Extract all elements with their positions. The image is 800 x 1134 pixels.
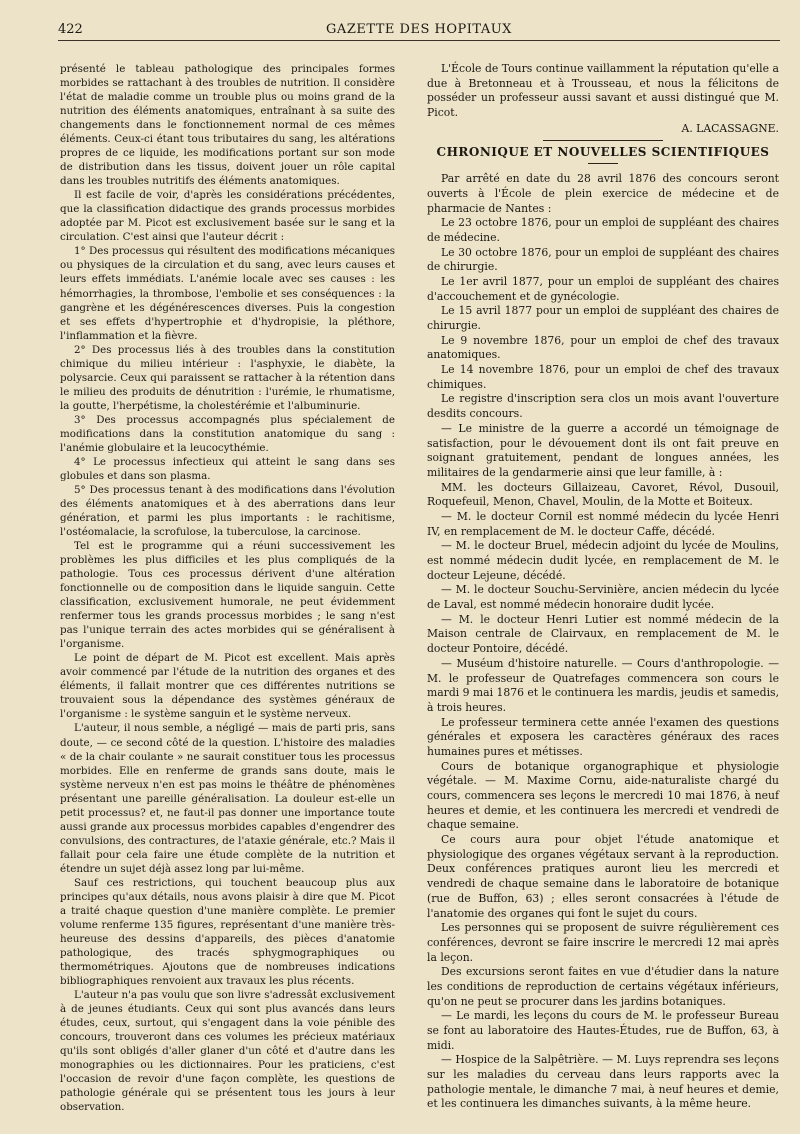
page-number: 422 — [58, 22, 83, 37]
paragraph: — Hospice de la Salpêtrière. — M. Luys reprendra ses leçons sur les maladies du cerveau dans leurs rapports avec la pathologie mentale, le dimanche 7 mai, à neuf heures et demie, et les continuera les dimanches suivants, à la même heure. — [427, 1053, 779, 1111]
paragraph: — M. le docteur Cornil est nommé médecin du lycée Henri IV, en remplacement de M. le docteur Caffe, décédé. — [427, 509, 779, 538]
paragraph: Le 15 avril 1877 pour un emploi de suppléant des chaires de chirurgie. — [427, 304, 779, 332]
paragraph: Le 14 novembre 1876, pour un emploi de chef des travaux chimiques. — [427, 363, 779, 391]
paragraph: 2° Des processus liés à des troubles dans la constitution chimique du milieu intérieur : l'asphyxie, le diabète, la polysarcie. Ceux qui paraissent se rattacher à la rétention dans le milieu des produits de dénutrition : l'urémie, le rhumatisme, la goutte, l'herpétisme, la cholestérémie et l'albuminurie. — [60, 343, 395, 412]
paragraph: Des excursions seront faites en vue d'étudier dans la nature les conditions de reproduction de certains végétaux inférieurs, qu'on ne peut se procurer dans les jardins botaniques. — [427, 965, 779, 1008]
paragraph: Sauf ces restrictions, qui touchent beaucoup plus aux principes qu'aux détails, nous avons plaisir à dire que M. Picot a traité chaque question d'une manière complète. Le premier volume renferme 135 figures, représentant d'une manière très-heureuse des dessins d'appareils, des pièces d'anatomie pathologique, des tracés sphygmographiques ou thermométriques. Ajoutons que de nombreuses indications bibliographiques renvoient aux travaux les plus récents. — [60, 876, 395, 988]
paragraph: Cours de botanique organographique et physiologie végétale. — M. Maxime Cornu, aide-naturaliste chargé du cours, commencera ses leçons le mercredi 10 mai 1876, à neuf heures et demie, et les continuera les mercredi et vendredi de chaque semaine. — [427, 759, 779, 832]
paragraph: Le registre d'inscription sera clos un mois avant l'ouverture desdits concours. — [427, 392, 779, 421]
paragraph: Il est facile de voir, d'après les considérations précédentes, que la classification didactique des grands processus morbides adoptée par M. Picot est exclusivement basée sur le sang et la circulation. C'est ainsi que l'auteur décrit : — [60, 189, 395, 244]
paragraph: L'auteur n'a pas voulu que son livre s'adressât exclusivement à de jeunes étudiants. Ceux qui sont plus avancés dans leurs études, ceux, surtout, qui s'engagent dans la voie pénible des concours, trouveront dans ces volumes les précieux matériaux qu'ils sont obligés d'aller glaner d'un côté et d'autre dans les monographies ou les dictionnaires. Pour les praticiens, c'est l'occasion de revoir d'une façon complète, les questions de pathologie générale qui se présentent tous les jours à leur observation. — [60, 989, 395, 1114]
paragraph: Le 23 octobre 1876, pour un emploi de suppléant des chaires de médecine. — [427, 216, 779, 244]
paragraph: — M. le docteur Bruel, médecin adjoint du lycée de Moulins, est nommé médecin dudit lycée, en remplacement de M. le docteur Lejeune, décédé. — [427, 539, 779, 582]
paragraph: 3° Des processus accompagnés plus spécialement de modifications dans la constitution anatomique du sang : l'anémie globulaire et la leucocythémie. — [60, 413, 395, 454]
paragraph: — M. le docteur Henri Lutier est nommé médecin de la Maison centrale de Clairvaux, en remplacement de M. le docteur Pontoire, décédé. — [427, 612, 779, 656]
left-column — [60, 62, 395, 1114]
right-column — [427, 62, 779, 1112]
paragraph: présenté le tableau pathologique des principales formes morbides se rattachant à des troubles de nutrition. Il considère l'état de maladie comme un trouble plus ou moins grand de la nutrition des éléments anatomiques, entraînant à sa suite des changements dans le fonctionnement normal de ces mêmes éléments. Ceux-ci étant tous tributaires du sang, les altérations propres de ce liquide, les modifications portant sur son mode de distribution dans les tissus, doivent jouer un rôle capital dans les troubles nutritifs des éléments anatomiques. — [60, 63, 395, 188]
paragraph: Le 9 novembre 1876, pour un emploi de chef des travaux anatomiques. — [427, 333, 779, 362]
paragraph: 5° Des processus tenant à des modifications dans l'évolution des éléments anatomiques et à des aberrations dans leur génération, et parmi les plus importants : le rachitisme, l'ostéomalacie, la scrofulose, la tuberculose, la carcinose. — [60, 483, 395, 539]
author-signature: A. LACASSAGNE. — [681, 121, 779, 135]
paragraph: Tel est le programme qui a réuni successivement les problèmes les plus difficiles et les plus compliqués de la pathologie. Tous ces processus dérivent d'une altération fonctionnelle ou de composition dans le liquide sanguin. Cette classification, exclusivement humorale, ne peut évidemment renfermer tous les grands processus morbides ; le sang n'est pas l'unique terrain des actes morbides qui se généralisent à l'organisme. — [60, 540, 395, 651]
section-title: CHRONIQUE ET NOUVELLES SCIENTIFIQUES — [427, 145, 779, 164]
paragraph: Les personnes qui se proposent de suivre régulièrement ces conférences, devront se faire inscrire le mercredi 12 mai après la leçon. — [427, 921, 779, 964]
paragraph: 1° Des processus qui résultent des modifications mécaniques ou physiques de la circulation et du sang, avec leurs causes et leurs effets immédiats. L'anémie locale avec ses causes : les hémorrhagies, la thrombose, l'embolie et ses conséquences : la gangrène et les dégénérescences diverses. Puis la congestion et ses effets d'hypertrophie et d'hydropisie, la pléthore, l'inflammation et la fièvre. — [60, 245, 395, 342]
paragraph: — M. le docteur Souchu-Servinière, ancien médecin du lycée de Laval, est nommé médecin honoraire dudit lycée. — [427, 583, 779, 612]
paragraph: MM. les docteurs Gillaizeau, Cavoret, Révol, Dusouil, Roquefeuil, Menon, Chavel, Moulin, de la Motte et Boiteux. — [427, 480, 779, 509]
page-header — [58, 20, 780, 41]
paragraph: — Le mardi, les leçons du cours de M. le professeur Bureau se font au laboratoire des Hautes-Études, rue de Buffon, 63, à midi. — [427, 1009, 779, 1052]
paragraph: 4° Le processus infectieux qui atteint le sang dans ses globules et dans son plasma. — [60, 455, 395, 482]
paragraph: Le point de départ de M. Picot est excellent. Mais après avoir commencé par l'étude de la nutrition des organes et des éléments, il fallait montrer que ces différentes nutritions se trouvaient sous la dépendance des systèmes généraux de l'organisme : le système sanguin et le système nerveux. — [60, 652, 395, 721]
review-closing-paragraph: L'École de Tours continue vaillamment la réputation qu'elle a due à Bretonneau et à Trousseau, et nous la félicitons de posséder un professeur aussi savant et aussi distingué que M. Picot. — [427, 62, 779, 120]
paragraph: Le professeur terminera cette année l'examen des questions générales et exposera les caractères généraux des races humaines pures et métisses. — [427, 715, 779, 758]
paragraph: L'auteur, il nous semble, a négligé — mais de parti pris, sans doute, — ce second côté de la question. L'histoire des maladies « de la chair coulante » ne saurait constituer tous les processus morbides. Elle en renferme de grands sans doute, mais le système nerveux n'en est pas moins le théâtre de phénomènes présentant une pareille généralisation. La douleur est-elle un petit processus? et, ne faut-il pas donner une importance toute aussi grande aux processus morbides capables d'engendrer des convulsions, des contractures, de l'ataxie générale, etc.? Mais il fallait pour cela faire une étude complète de la nutrition et étendre un sujet déjà assez long par lui-même. — [60, 722, 395, 875]
paragraph: — Muséum d'histoire naturelle. — Cours d'anthropologie. — M. le professeur de Quatrefages commencera son cours le mardi 9 mai 1876 et le continuera les mardis, jeudis et samedis, à trois heures. — [427, 656, 780, 714]
paragraph: — Le ministre de la guerre a accordé un témoignage de satisfaction, pour le dévouement dont ils ont fait preuve en soignant gratuitement, pendant de longues années, les militaires de la gendarmerie ainsi que leur famille, à : — [427, 421, 779, 479]
journal-title: GAZETTE DES HOPITAUX — [326, 22, 512, 37]
paragraph: Par arrêté en date du 28 avril 1876 des concours seront ouverts à l'École de plein exercice de médecine et de pharmacie de Nantes : — [427, 172, 779, 215]
paragraph: Le 1er avril 1877, pour un emploi de suppléant des chaires d'accouchement et de gynécologie. — [427, 274, 779, 303]
section-divider — [543, 140, 663, 141]
paragraph: Ce cours aura pour objet l'étude anatomique et physiologique des organes végétaux servant à la reproduction. Deux conférences pratiques auront lieu les mercredi et vendredi de chaque semaine dans le laboratoire de botanique (rue de Buffon, 63) ; elles seront consacrées à l'étude de l'anatomie des organes qui font le sujet du cours. — [427, 833, 779, 920]
paragraph: Le 30 octobre 1876, pour un emploi de suppléant des chaires de chirurgie. — [427, 245, 779, 274]
